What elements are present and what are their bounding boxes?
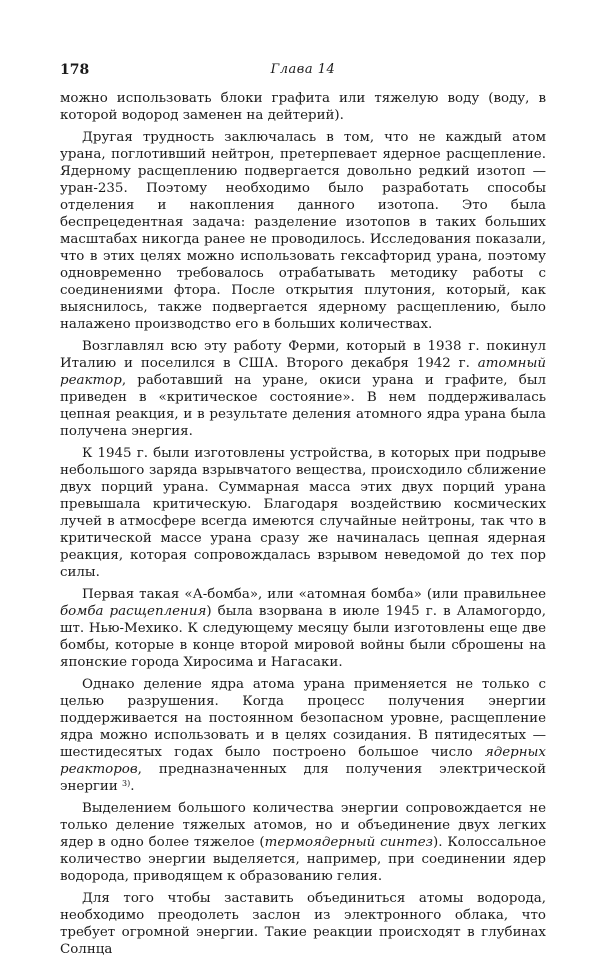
text-run: Выделением большого количества энергии сопровождается не только деление тяжелых атомов, но и объединение двух легких ядер в одно более тяжелое ( bbox=[60, 801, 546, 850]
page-number: 178 bbox=[60, 62, 90, 78]
text-run: ) была взорвана в июле 1945 г. в Аламогордо, шт. Нью-Мехико. К следующему месяцу были изготовлены еще две бомбы, которые в конце второй мировой войны были сброшены на японские города Хиросима и Нагасаки. bbox=[60, 604, 546, 670]
footnote-ref: 3) bbox=[122, 779, 131, 788]
paragraph bbox=[60, 676, 546, 795]
text-run: Для того чтобы заставить объединиться атомы водорода, необходимо преодолеть заслон из электронного облака, что требует огромной энергии. Такие реакции происходят в глубинах Солнца bbox=[60, 891, 546, 957]
text-run: Другая трудность заключалась в том, что не каждый атом урана, поглотивший нейтрон, претерпевает ядерное расщепление. Ядерному расщеплению подвергается довольно редкий изотоп — уран-235. Поэтому необходимо было разработать способы отделения и накопления данного изотопа. Это была беспрецедентная задача: разделение изотопов в таких больших масштабах никогда ранее не проводилось. Исследования показали, что в этих целях можно использовать гексафторид урана, поэтому одновременно требовалось отрабатывать методику работы с соединениями фтора. После открытия плутония, который, как выяснилось, также подвергается ядерному расщеплению, было налажено производство его в больших количествах. bbox=[60, 130, 546, 332]
text-run: Однако деление ядра атома урана применяется не только с целью разрушения. Когда процесс получения энергии поддерживается на постоянном безопасном уровне, расщепление ядра можно использовать и в целях созидания. В пятидесятых — шестидесятых годах было построено большое число bbox=[60, 677, 546, 760]
paragraph bbox=[60, 338, 546, 440]
emphasized-term: ядерных реакторов bbox=[60, 745, 546, 777]
body-text bbox=[60, 90, 546, 963]
running-head: Глава 14 bbox=[270, 62, 336, 77]
text-run: К 1945 г. были изготовлены устройства, в которых при подрыве небольшого заряда взрывчатого вещества, происходило сближение двух порций урана. Суммарная масса этих двух порций урана превышала критическую. Благодаря воздействию космических лучей в атмосфере всегда имеются случайные нейтроны, так что в критической массе урана сразу же начиналась цепная ядерная реакция, которая сопровождалась взрывом неведомой до тех пор силы. bbox=[60, 446, 546, 580]
text-run: , работавший на уране, окиси урана и графите, был приведен в «критическое состояние». В нем поддерживалась цепная реакция, и в результате деления атомного ядра урана была получена энергия. bbox=[60, 373, 546, 439]
text-run: , предназначенных для получения электрической энергии bbox=[60, 762, 546, 794]
emphasized-term: бомба расщепления bbox=[60, 604, 207, 619]
paragraph bbox=[60, 445, 546, 581]
text-run: ). Колоссальное количество энергии выделяется, например, при соединении ядер водорода, приводящем к образованию гелия. bbox=[60, 835, 547, 884]
page-header bbox=[60, 62, 546, 82]
emphasized-term: термоядерный синтез bbox=[264, 835, 433, 850]
paragraph bbox=[60, 90, 546, 124]
text-run: Первая такая «А-бомба», или «атомная бомба» (или правильнее bbox=[82, 587, 546, 602]
paragraph bbox=[60, 586, 546, 671]
text-run: можно использовать блоки графита или тяжелую воду (воду, в которой водород заменен на дейтерий). bbox=[60, 91, 546, 123]
paragraph bbox=[60, 800, 546, 885]
text-run: . bbox=[130, 779, 135, 794]
emphasized-term: атомный реактор bbox=[60, 356, 546, 388]
paragraph bbox=[60, 129, 546, 333]
text-run: Возглавлял всю эту работу Ферми, который в 1938 г. покинул Италию и поселился в США. Второго декабря 1942 г. bbox=[60, 339, 546, 371]
paragraph bbox=[60, 890, 546, 958]
